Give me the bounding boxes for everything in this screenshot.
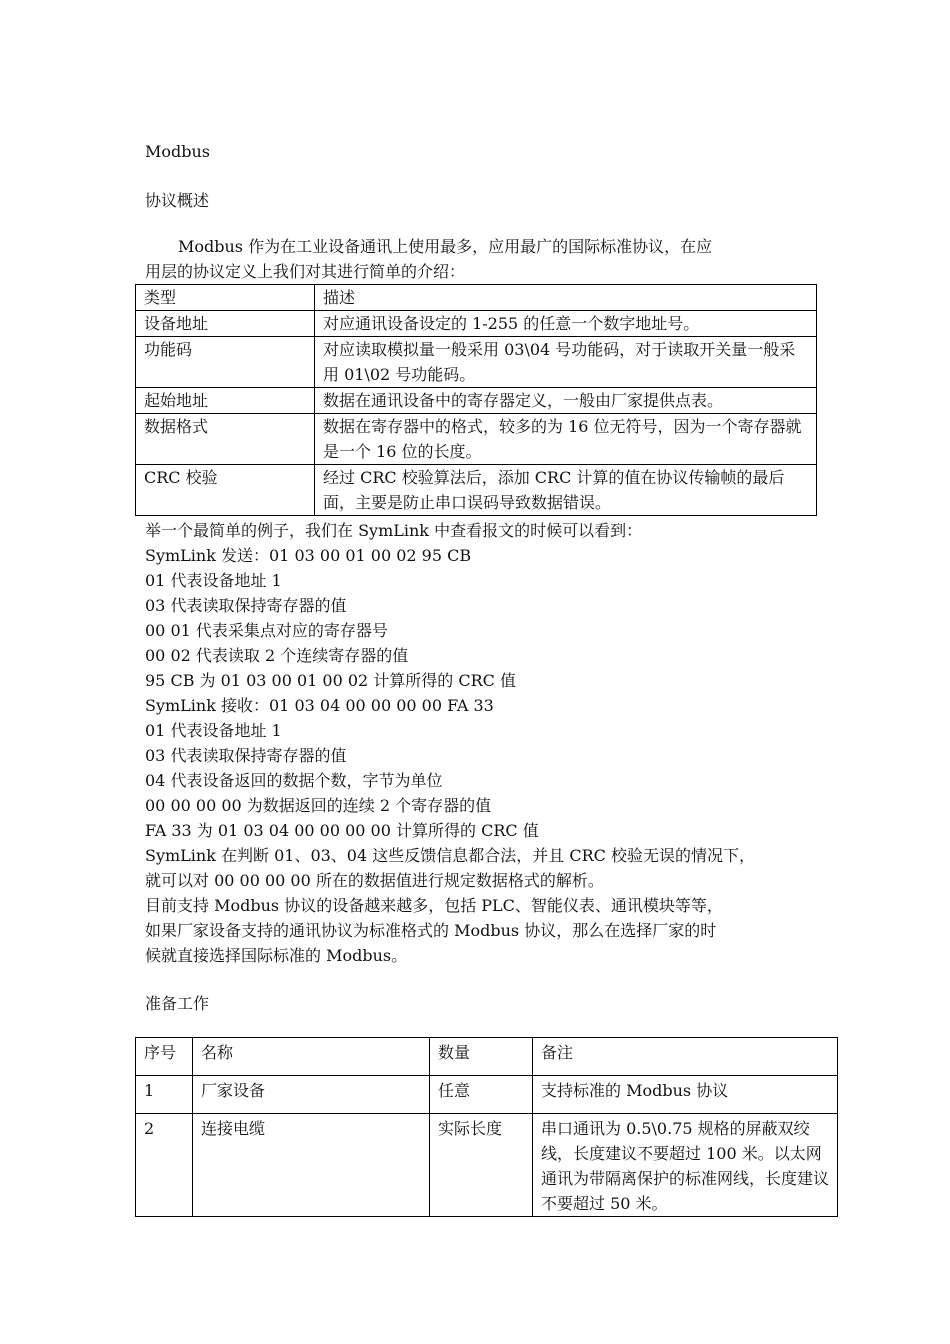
table-header-row xyxy=(136,1038,838,1076)
example-line: 95 CB 为 01 03 00 01 00 02 计算所得的 CRC 值 xyxy=(145,671,516,690)
item-name-cell: 连接电缆 xyxy=(193,1114,430,1217)
example-line: 00 02 代表读取 2 个连续寄存器的值 xyxy=(145,646,409,665)
remark-cell: 支持标准的 Modbus 协议 xyxy=(533,1076,838,1114)
doc-title: Modbus xyxy=(145,142,211,161)
table-row xyxy=(136,465,817,516)
table-header-cell: 备注 xyxy=(533,1038,838,1076)
item-name-cell: 厂家设备 xyxy=(193,1076,430,1114)
field-description-cell: 对应通讯设备设定的 1-255 的任意一个数字地址号。 xyxy=(315,311,817,337)
field-description-cell: 数据在通讯设备中的寄存器定义，一般由厂家提供点表。 xyxy=(315,388,817,414)
example-line: FA 33 为 01 03 04 00 00 00 00 计算所得的 CRC 值 xyxy=(145,821,539,840)
table-row xyxy=(136,414,817,465)
field-type-cell: CRC 校验 xyxy=(136,465,315,516)
table-header-cell: 数量 xyxy=(430,1038,533,1076)
example-line: SymLink 在判断 01、03、04 这些反馈信息都合法，并且 CRC 校验无误的情况下， xyxy=(145,846,755,865)
example-line: 候就直接选择国际标准的 Modbus。 xyxy=(145,946,408,965)
field-description-cell: 对应读取模拟量一般采用 03\04 号功能码，对于读取开关量一般采用 01\02 号功能码。 xyxy=(315,337,817,388)
table-row xyxy=(136,311,817,337)
field-type-cell: 起始地址 xyxy=(136,388,315,414)
example-line: 举一个最简单的例子，我们在 SymLink 中查看报文的时候可以看到： xyxy=(145,521,643,540)
example-line: 00 00 00 00 为数据返回的连续 2 个寄存器的值 xyxy=(145,796,492,815)
table-row xyxy=(136,1114,838,1217)
protocol-fields-table xyxy=(135,284,817,516)
table-header-cell: 描述 xyxy=(315,285,817,311)
field-type-cell: 功能码 xyxy=(136,337,315,388)
table-row xyxy=(136,337,817,388)
index-cell: 1 xyxy=(136,1076,193,1114)
quantity-cell: 任意 xyxy=(430,1076,533,1114)
example-line: 01 代表设备地址 1 xyxy=(145,721,282,740)
example-line: SymLink 发送：01 03 00 01 00 02 95 CB xyxy=(145,546,472,565)
table-row xyxy=(136,1076,838,1114)
example-line: 如果厂家设备支持的通讯协议为标准格式的 Modbus 协议，那么在选择厂家的时 xyxy=(145,921,717,940)
table-header-cell: 类型 xyxy=(136,285,315,311)
field-description-cell: 数据在寄存器中的格式，较多的为 16 位无符号，因为一个寄存器就是一个 16 位的长度。 xyxy=(315,414,817,465)
example-line: SymLink 接收：01 03 04 00 00 00 00 FA 33 xyxy=(145,696,494,715)
example-line: 01 代表设备地址 1 xyxy=(145,571,282,590)
example-line: 03 代表读取保持寄存器的值 xyxy=(145,746,347,765)
preparation-table xyxy=(135,1037,838,1217)
quantity-cell: 实际长度 xyxy=(430,1114,533,1217)
table-header-cell: 序号 xyxy=(136,1038,193,1076)
section-heading-preparation: 准备工作 xyxy=(145,994,210,1013)
example-line: 就可以对 00 00 00 00 所在的数据值进行规定数据格式的解析。 xyxy=(145,871,604,890)
example-line: 04 代表设备返回的数据个数，字节为单位 xyxy=(145,771,443,790)
table-header-row xyxy=(136,285,817,311)
intro-paragraph-line-1: Modbus 作为在工业设备通讯上使用最多，应用最广的国际标准协议，在应 xyxy=(178,237,713,256)
table-row xyxy=(136,388,817,414)
field-description-cell: 经过 CRC 校验算法后，添加 CRC 计算的值在协议传输帧的最后面，主要是防止串口误码导致数据错误。 xyxy=(315,465,817,516)
example-line: 03 代表读取保持寄存器的值 xyxy=(145,596,347,615)
section-heading-overview: 协议概述 xyxy=(145,191,210,210)
index-cell: 2 xyxy=(136,1114,193,1217)
example-line: 00 01 代表采集点对应的寄存器号 xyxy=(145,621,388,640)
example-line: 目前支持 Modbus 协议的设备越来越多，包括 PLC、智能仪表、通讯模块等等， xyxy=(145,896,723,915)
remark-cell: 串口通讯为 0.5\0.75 规格的屏蔽双绞线，长度建议不要超过 100 米。以太网通讯为带隔离保护的标准网线，长度建议不要超过 50 米。 xyxy=(533,1114,838,1217)
table-header-cell: 名称 xyxy=(193,1038,430,1076)
field-type-cell: 数据格式 xyxy=(136,414,315,465)
field-type-cell: 设备地址 xyxy=(136,311,315,337)
intro-paragraph-line-2: 用层的协议定义上我们对其进行简单的介绍： xyxy=(145,262,466,281)
